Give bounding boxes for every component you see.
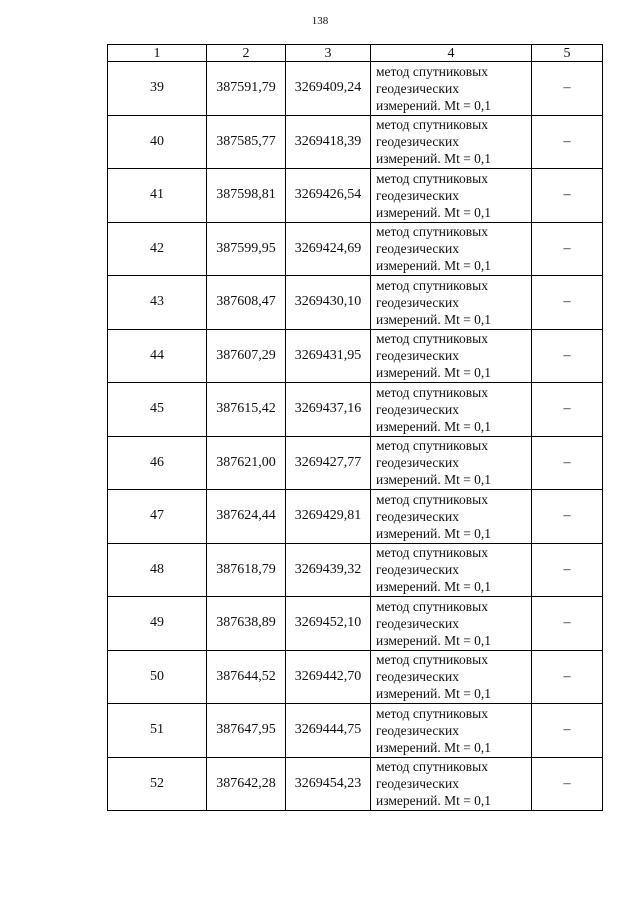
x-coordinate-cell: 387598,81 [207, 169, 286, 223]
method-line: геодезических [376, 187, 459, 203]
y-coordinate-cell: 3269427,77 [286, 436, 371, 490]
method-line: метод спутниковых [376, 705, 488, 721]
note-cell: – [532, 543, 603, 597]
method-cell [371, 597, 532, 651]
note-cell: – [532, 169, 603, 223]
method-line: измерений. Mt = 0,1 [376, 472, 492, 488]
table-row [108, 650, 603, 704]
note-cell: – [532, 490, 603, 544]
note-cell: – [532, 757, 603, 811]
column-header: 5 [532, 45, 603, 62]
table-header-row [108, 45, 603, 62]
method-cell [371, 650, 532, 704]
point-number-cell: 43 [108, 276, 207, 330]
x-coordinate-cell: 387615,42 [207, 383, 286, 437]
note-cell: – [532, 115, 603, 169]
method-line: измерений. Mt = 0,1 [376, 151, 492, 167]
method-line: метод спутниковых [376, 545, 488, 561]
method-cell [371, 222, 532, 276]
method-line: измерений. Mt = 0,1 [376, 97, 492, 113]
y-coordinate-cell: 3269454,23 [286, 757, 371, 811]
method-cell [371, 757, 532, 811]
method-line: метод спутниковых [376, 438, 488, 454]
y-coordinate-cell: 3269444,75 [286, 704, 371, 758]
table-row [108, 222, 603, 276]
table-row [108, 597, 603, 651]
column-header: 2 [207, 45, 286, 62]
column-header: 3 [286, 45, 371, 62]
method-line: геодезических [376, 294, 459, 310]
y-coordinate-cell: 3269424,69 [286, 222, 371, 276]
y-coordinate-cell: 3269431,95 [286, 329, 371, 383]
y-coordinate-cell: 3269429,81 [286, 490, 371, 544]
y-coordinate-cell: 3269426,54 [286, 169, 371, 223]
method-line: геодезических [376, 348, 459, 364]
table-row [108, 436, 603, 490]
method-line: метод спутниковых [376, 331, 488, 347]
method-line: метод спутниковых [376, 277, 488, 293]
note-cell: – [532, 329, 603, 383]
table-row [108, 276, 603, 330]
y-coordinate-cell: 3269418,39 [286, 115, 371, 169]
method-line: измерений. Mt = 0,1 [376, 793, 492, 809]
x-coordinate-cell: 387644,52 [207, 650, 286, 704]
method-line: геодезических [376, 615, 459, 631]
method-line: метод спутниковых [376, 491, 488, 507]
method-line: геодезических [376, 669, 459, 685]
x-coordinate-cell: 387647,95 [207, 704, 286, 758]
table-row [108, 757, 603, 811]
method-line: геодезических [376, 80, 459, 96]
point-number-cell: 52 [108, 757, 207, 811]
method-line: геодезических [376, 455, 459, 471]
method-line: измерений. Mt = 0,1 [376, 686, 492, 702]
table-row [108, 329, 603, 383]
page-number: 138 [311, 15, 329, 27]
x-coordinate-cell: 387618,79 [207, 543, 286, 597]
point-number-cell: 50 [108, 650, 207, 704]
method-line: измерений. Mt = 0,1 [376, 579, 492, 595]
table-row [108, 115, 603, 169]
table-row [108, 490, 603, 544]
x-coordinate-cell: 387621,00 [207, 436, 286, 490]
method-line: геодезических [376, 508, 459, 524]
method-line: геодезических [376, 241, 459, 257]
note-cell: – [532, 276, 603, 330]
method-line: метод спутниковых [376, 598, 488, 614]
method-cell [371, 115, 532, 169]
method-line: геодезических [376, 722, 459, 738]
method-line: геодезических [376, 562, 459, 578]
coordinates-table [107, 44, 603, 811]
method-line: метод спутниковых [376, 759, 488, 775]
method-line: метод спутниковых [376, 170, 488, 186]
point-number-cell: 42 [108, 222, 207, 276]
x-coordinate-cell: 387599,95 [207, 222, 286, 276]
method-line: измерений. Mt = 0,1 [376, 365, 492, 381]
column-header: 4 [371, 45, 532, 62]
y-coordinate-cell: 3269452,10 [286, 597, 371, 651]
point-number-cell: 51 [108, 704, 207, 758]
method-line: метод спутниковых [376, 117, 488, 133]
point-number-cell: 41 [108, 169, 207, 223]
point-number-cell: 49 [108, 597, 207, 651]
table-row [108, 383, 603, 437]
y-coordinate-cell: 3269439,32 [286, 543, 371, 597]
y-coordinate-cell: 3269430,10 [286, 276, 371, 330]
method-line: геодезических [376, 134, 459, 150]
table-row [108, 543, 603, 597]
method-cell [371, 62, 532, 116]
method-line: метод спутниковых [376, 63, 488, 79]
method-cell [371, 383, 532, 437]
method-line: метод спутниковых [376, 224, 488, 240]
method-line: метод спутниковых [376, 384, 488, 400]
x-coordinate-cell: 387585,77 [207, 115, 286, 169]
point-number-cell: 40 [108, 115, 207, 169]
method-cell [371, 276, 532, 330]
table-row [108, 169, 603, 223]
x-coordinate-cell: 387607,29 [207, 329, 286, 383]
x-coordinate-cell: 387638,89 [207, 597, 286, 651]
method-line: измерений. Mt = 0,1 [376, 739, 492, 755]
note-cell: – [532, 383, 603, 437]
method-cell [371, 704, 532, 758]
x-coordinate-cell: 387624,44 [207, 490, 286, 544]
point-number-cell: 45 [108, 383, 207, 437]
column-header: 1 [108, 45, 207, 62]
note-cell: – [532, 597, 603, 651]
table-row [108, 62, 603, 116]
point-number-cell: 44 [108, 329, 207, 383]
y-coordinate-cell: 3269437,16 [286, 383, 371, 437]
x-coordinate-cell: 387642,28 [207, 757, 286, 811]
method-line: метод спутниковых [376, 652, 488, 668]
method-cell [371, 543, 532, 597]
y-coordinate-cell: 3269409,24 [286, 62, 371, 116]
method-cell [371, 329, 532, 383]
method-cell [371, 436, 532, 490]
point-number-cell: 47 [108, 490, 207, 544]
note-cell: – [532, 704, 603, 758]
method-cell [371, 490, 532, 544]
note-cell: – [532, 436, 603, 490]
note-cell: – [532, 62, 603, 116]
method-line: измерений. Mt = 0,1 [376, 204, 492, 220]
method-line: измерений. Mt = 0,1 [376, 418, 492, 434]
method-line: измерений. Mt = 0,1 [376, 525, 492, 541]
x-coordinate-cell: 387608,47 [207, 276, 286, 330]
method-line: геодезических [376, 401, 459, 417]
method-line: геодезических [376, 776, 459, 792]
method-line: измерений. Mt = 0,1 [376, 632, 492, 648]
method-line: измерений. Mt = 0,1 [376, 311, 492, 327]
note-cell: – [532, 650, 603, 704]
point-number-cell: 46 [108, 436, 207, 490]
y-coordinate-cell: 3269442,70 [286, 650, 371, 704]
table-row [108, 704, 603, 758]
x-coordinate-cell: 387591,79 [207, 62, 286, 116]
point-number-cell: 48 [108, 543, 207, 597]
point-number-cell: 39 [108, 62, 207, 116]
note-cell: – [532, 222, 603, 276]
method-cell [371, 169, 532, 223]
method-line: измерений. Mt = 0,1 [376, 258, 492, 274]
